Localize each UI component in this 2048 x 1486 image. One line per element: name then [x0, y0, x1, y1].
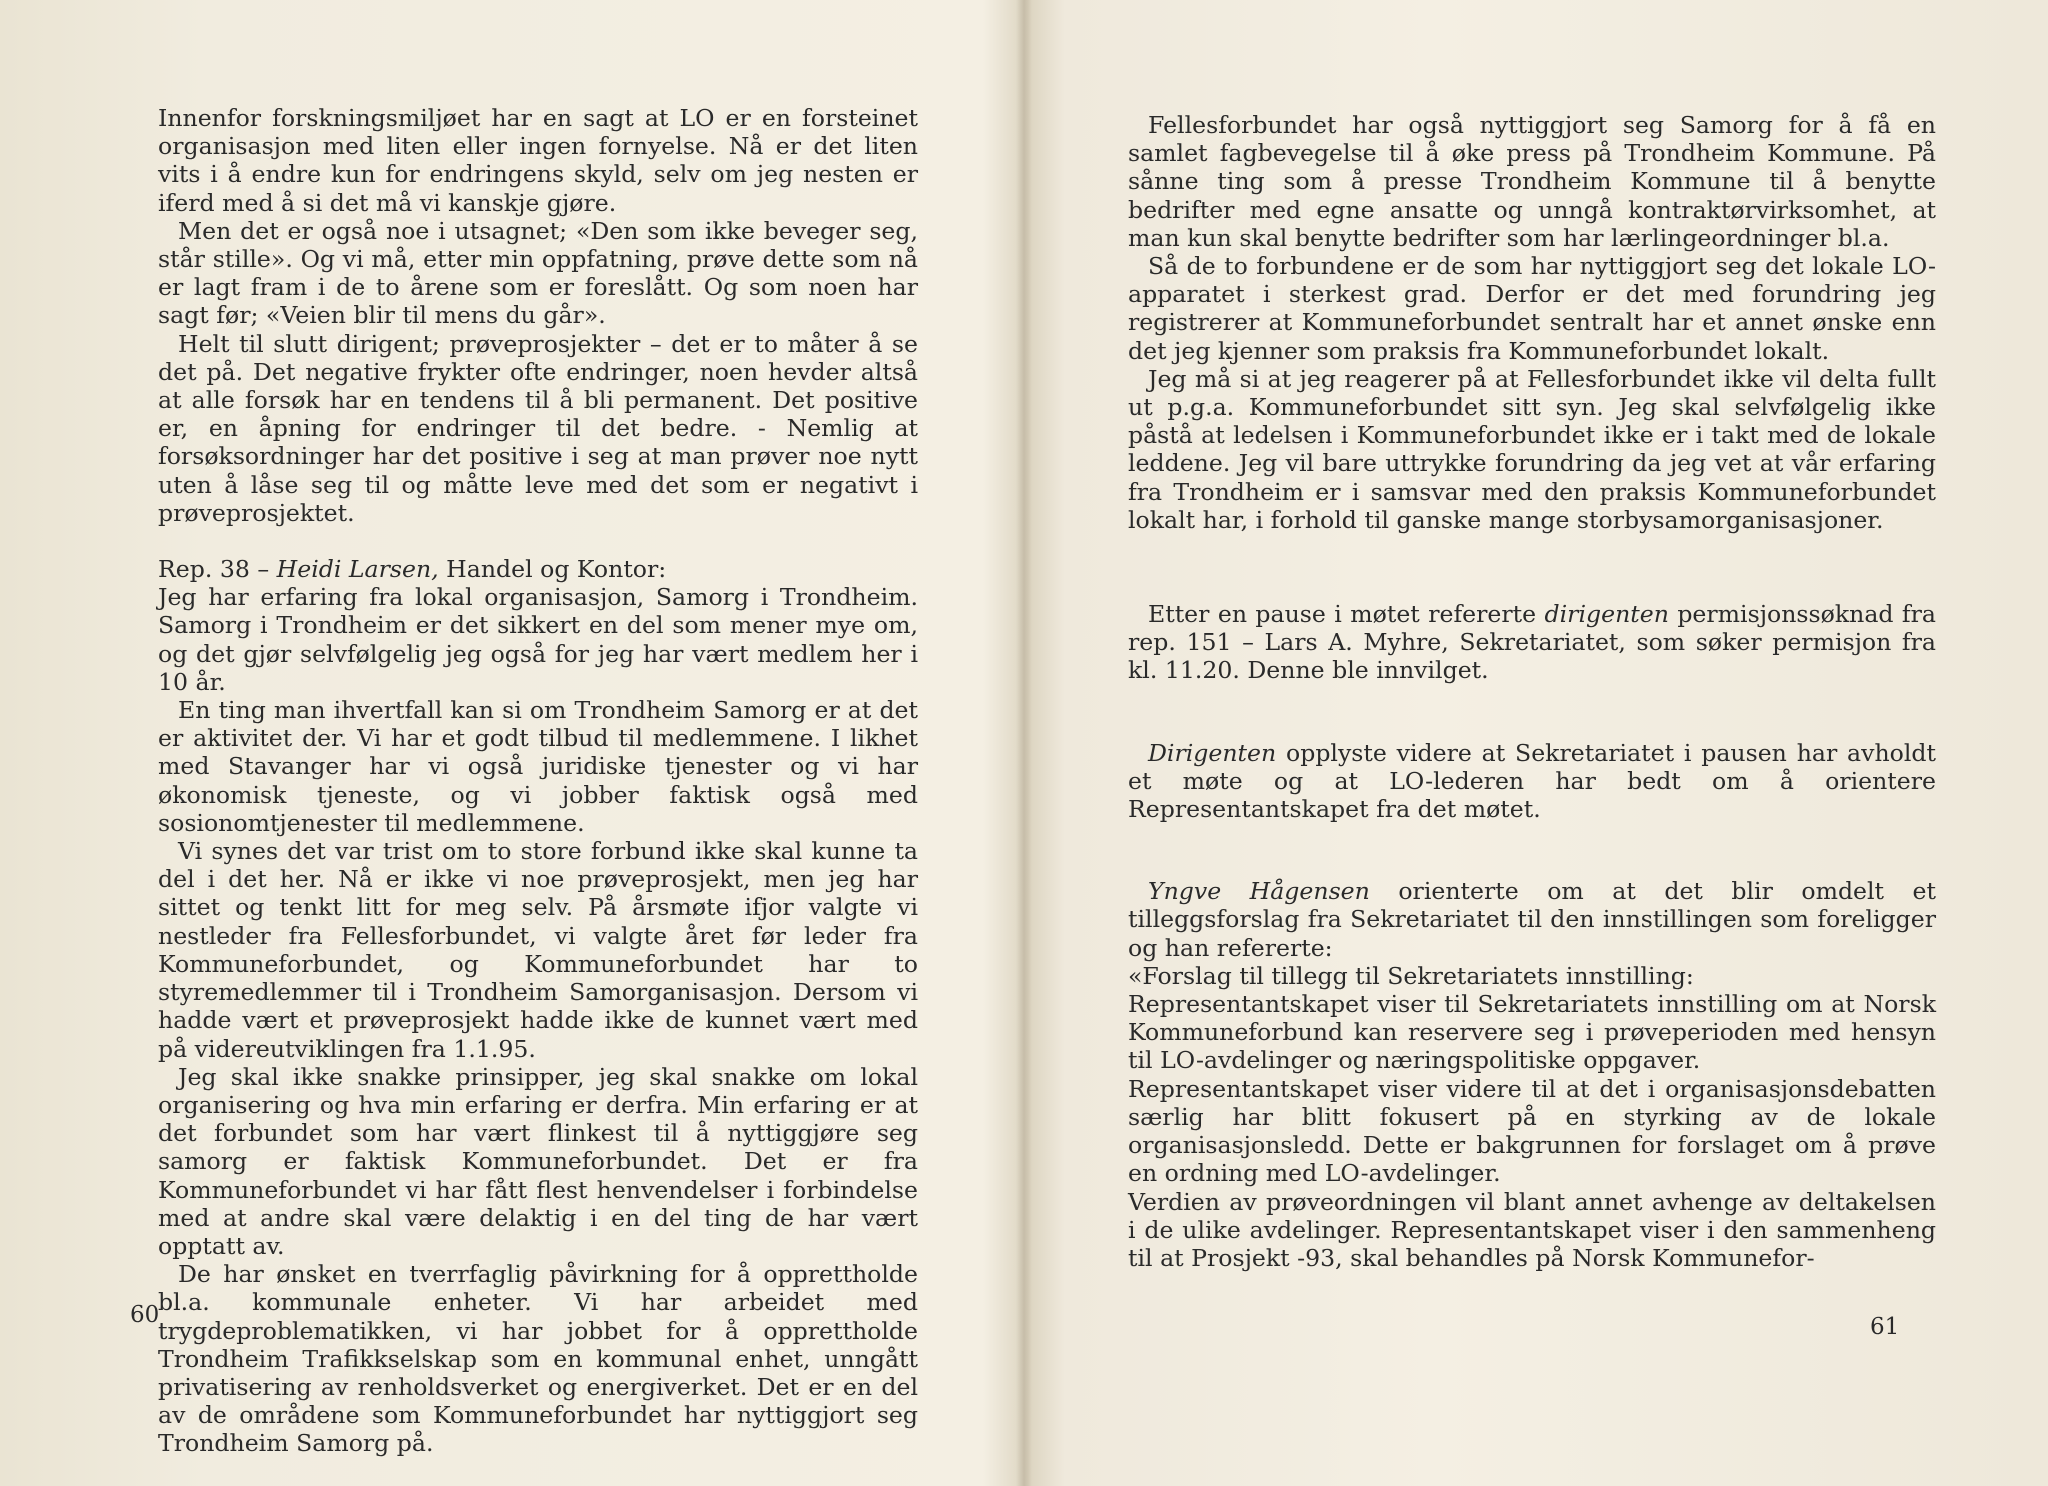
paragraph: Så de to forbundene er de som har nyttiggjort seg det lokale LO-apparatet i sterkest grad. Derfor er det med forundring jeg registrerer at Kommuneforbundet sentralt har et annet ønske enn det jeg kjenner som praksis fra Kommuneforbundet lokalt.: [1128, 252, 1936, 365]
speaker-prefix: Rep. 38 –: [158, 555, 277, 584]
page-number: 60: [130, 1302, 160, 1328]
spacer: [1128, 534, 1936, 600]
proposal-title: «Forslag til tillegg til Sekretariatets innstilling:: [1128, 961, 1694, 990]
spacer: [158, 527, 918, 555]
paragraph: Fellesforbundet har også nyttiggjort seg Samorg for å få en samlet fagbevegelse til å øke press på Trondheim Kommune. På sånne ting som å presse Trondheim Kommune til å benytte bedrifter med egne ansatte og unngå kontraktørvirksomhet, at man kun skal benytte bedrifter som har lærlingeordninger bl.a.: [1128, 111, 1936, 252]
page-number: 61: [1870, 1314, 1900, 1340]
dirigent-note: [1128, 739, 1936, 824]
paragraph: De har ønsket en tverrfaglig påvirkning for å opprettholde bl.a. kommunale enheter. Vi har arbeidet med trygdeproblematikken, vi har jobbet for å opprettholde Trondheim Trafikkselskap som en kommunal enhet, unngått privatisering av renholdsverket og energiverket. Det er en del av de områdene som Kommuneforbundet har nyttiggjort seg Trondheim Samorg på.: [158, 1260, 918, 1458]
dirigent-note-after: opplyste videre at Sekretariatet i pausen har avholdt et møte og at LO-lederen har bedt om å orientere Representantskapet fra det møtet.: [1128, 738, 1936, 824]
left-page-text: [158, 104, 918, 1458]
dirigent-note-emph: Dirigenten: [1148, 738, 1277, 767]
pause-note-emph: dirigenten: [1544, 600, 1669, 629]
left-page: [0, 0, 1022, 1486]
paragraph: Helt til slutt dirigent; prøveprosjekter – det er to måter å se det på. Det negative frykter ofte endringer, noen hevder altså at alle forsøk har en tendens til å bli permanent. Det positive er, en åpning for endringer til det bedre. - Nemlig at forsøksordninger har det positive i seg at man prøver noe nytt uten å låse seg til og måtte leve med det som er negativt i prøveprosjektet.: [158, 329, 918, 527]
pause-note-after: permisjonssøknad fra rep. 151 – Lars A. Myhre, Sekretariatet, som søker permisjon fra kl. 11.20. Denne ble innvilget.: [1128, 600, 1937, 685]
paragraph: Men det er også noe i utsagnet; «Den som ikke beveger seg, står stille». Og vi må, etter min oppfatning, prøve dette som nå er lagt fram i de to årene som er foreslått. Og som noen har sagt før; «Veien blir til mens du går».: [158, 216, 918, 330]
paragraph: Jeg skal ikke snakke prinsipper, jeg skal snakke om lokal organisering og hva min erfaring er derfra. Min erfaring er at det forbundet som har vært flinkest til å nyttiggjøre seg samorg er faktisk Kommuneforbundet. Det er fra Kommuneforbundet vi har fått flest henvendelser i forbindelse med at andre skal være delaktig i en del ting de har vært opptatt av.: [158, 1062, 918, 1260]
hagensen-note: [1128, 877, 1936, 962]
right-page: [1026, 0, 2048, 1486]
speaker-name: Heidi Larsen,: [276, 555, 439, 584]
hagensen-note-after: orienterte om at det blir omdelt et tilleggsforslag fra Sekretariatet til den innstillingen som foreligger og han refererte:: [1128, 877, 1936, 962]
paragraph: Vi synes det var trist om to store forbund ikke skal kunne ta del i det her. Nå er ikke vi noe prøveprosjekt, men jeg har sittet og tenkt litt for meg selv. På årsmøte ifjor valgte vi nestleder fra Fellesforbundet, vi valgte året før leder fra Kommuneforbundet, og Kommuneforbundet har to styremedlemmer til i Trondheim Samorganisasjon. Dersom vi hadde vært et prøveprosjekt hadde ikke de kunnet vært med på videreutviklingen fra 1.1.95.: [158, 837, 918, 1063]
proposal-paragraph: Representantskapet viser videre til at det i organisasjonsdebatten særlig har blitt fokusert på en styrking av de lokale organisasjonsledd. Dette er bakgrunnen for forslaget om å prøve en ordning med LO-avdelinger.: [1128, 1074, 1936, 1188]
spacer: [1128, 685, 1936, 739]
pause-note: [1128, 600, 1936, 685]
paragraph: En ting man ihvertfall kan si om Trondheim Samorg er at det er aktivitet der. Vi har et godt tilbud til medlemmene. I likhet med Stavanger har vi også juridiske tjenester og vi har økonomisk tjeneste, og vi jobber faktisk også med sosionomtjenester til medlemmene.: [158, 696, 918, 837]
paragraph: Jeg har erfaring fra lokal organisasjon, Samorg i Trondheim. Samorg i Trondheim er det sikkert en del som mener mye om, og det gjør selvfølgelig jeg også for jeg har vært medlem her i 10 år.: [158, 583, 918, 696]
right-page-text: [1128, 111, 1936, 1272]
pause-note-before: Etter en pause i møtet refererte: [1148, 600, 1545, 629]
proposal-paragraph: Representantskapet viser til Sekretariatets innstilling om at Norsk Kommuneforbund kan reservere seg i prøveperioden med hensyn til LO-avdelinger og næringspolitiske oppgaver.: [1128, 990, 1936, 1075]
paragraph: Jeg må si at jeg reagerer på at Fellesforbundet ikke vil delta fullt ut p.g.a. Kommuneforbundet sitt syn. Jeg skal selvfølgelig ikke påstå at ledelsen i Kommuneforbundet ikke er i takt med de lokale leddene. Jeg vil bare uttrykke forundring da jeg vet at vår erfaring fra Trondheim er i samsvar med den praksis Kommuneforbundet lokalt har, i forhold til ganske mange storbysamorganisasjoner.: [1128, 364, 1936, 534]
speaker-heading: [158, 555, 918, 583]
hagensen-note-emph: Yngve Hågensen: [1148, 877, 1370, 906]
proposal-paragraph: Verdien av prøveordningen vil blant annet avhenge av deltakelsen i de ulike avdelinger. Representantskapet viser i den sammenheng til at Prosjekt -93, skal behandles på Norsk Kommunefor-: [1128, 1187, 1936, 1272]
speaker-affiliation: Handel og Kontor:: [438, 555, 667, 584]
spacer: [1128, 823, 1936, 877]
paragraph: Innenfor forskningsmiljøet har en sagt at LO er en forsteinet organisasjon med liten eller ingen fornyelse. Nå er det liten vits i å endre kun for endringens skyld, selv om jeg nesten er iferd med å si det må vi kanskje gjøre.: [158, 104, 918, 217]
